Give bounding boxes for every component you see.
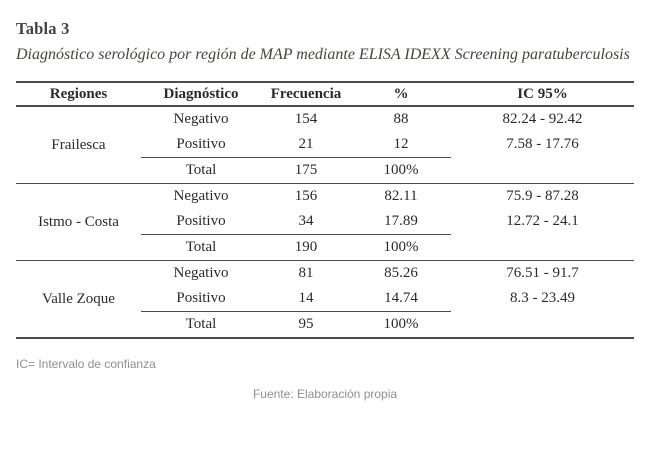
region-block-frailesca bbox=[16, 106, 634, 184]
cell-pct: 85.26 bbox=[384, 265, 418, 281]
col-header-ic95: IC 95% bbox=[451, 82, 634, 106]
cell-pct: 100% bbox=[351, 235, 451, 261]
cell-ic bbox=[451, 158, 634, 184]
region-name: Istmo - Costa bbox=[38, 213, 119, 230]
col-header-regiones: Regiones bbox=[16, 82, 141, 106]
cell-frecuencia: 154 bbox=[294, 111, 318, 127]
table-row bbox=[16, 261, 634, 287]
cell-ic: 82.24 - 92.42 bbox=[502, 111, 583, 127]
cell-ic bbox=[451, 312, 634, 339]
cell-pct: 12 bbox=[393, 136, 409, 152]
cell-ic: 7.58 - 17.76 bbox=[506, 136, 579, 153]
cell-ic: 12.72 - 24.1 bbox=[506, 213, 579, 230]
table-row bbox=[16, 184, 634, 210]
cell-frecuencia: 81 bbox=[298, 265, 314, 281]
region-block-valle-zoque bbox=[16, 261, 634, 339]
col-header-diagnostico: Diagnóstico bbox=[141, 82, 261, 106]
cell-pct: 100% bbox=[351, 158, 451, 184]
cell-pct: 14.74 bbox=[384, 290, 418, 306]
cell-diagnostico: Positivo bbox=[176, 136, 226, 152]
cell-frecuencia: 34 bbox=[298, 213, 314, 229]
cell-frecuencia: 14 bbox=[298, 290, 314, 306]
region-name: Valle Zoque bbox=[42, 290, 115, 307]
cell-diagnostico: Negativo bbox=[173, 111, 229, 127]
cell-diagnostico: Positivo bbox=[176, 213, 226, 229]
cell-diagnostico: Positivo bbox=[176, 290, 226, 306]
cell-ic: 75.9 - 87.28 bbox=[506, 188, 579, 204]
statistics-table bbox=[16, 81, 634, 339]
table-footnote: IC= Intervalo de confianza bbox=[16, 357, 156, 371]
cell-ic: 8.3 - 23.49 bbox=[510, 290, 575, 307]
cell-diagnostico: Total bbox=[141, 235, 261, 261]
table-header-row bbox=[16, 82, 634, 106]
source-note: Fuente: Elaboración propia bbox=[252, 387, 398, 401]
cell-diagnostico: Negativo bbox=[173, 265, 229, 281]
cell-frecuencia: 175 bbox=[261, 158, 351, 184]
cell-pct: 100% bbox=[351, 312, 451, 339]
table-title: Diagnóstico serológico por región de MAP mediante ELISA IDEXX Screening paratuberculosis bbox=[16, 46, 630, 63]
cell-frecuencia: 190 bbox=[261, 235, 351, 261]
col-header-pct: % bbox=[351, 82, 451, 106]
cell-pct: 88 bbox=[393, 111, 409, 127]
col-header-frecuencia: Frecuencia bbox=[261, 82, 351, 106]
cell-pct: 17.89 bbox=[384, 213, 418, 229]
cell-ic bbox=[451, 235, 634, 261]
cell-frecuencia: 156 bbox=[294, 188, 318, 204]
table-label: Tabla 3 bbox=[16, 19, 70, 38]
table-row bbox=[16, 106, 634, 132]
cell-frecuencia: 21 bbox=[298, 136, 314, 152]
cell-ic: 76.51 - 91.7 bbox=[506, 265, 579, 281]
region-name: Frailesca bbox=[51, 136, 106, 153]
region-block-istmo-costa bbox=[16, 184, 634, 261]
cell-frecuencia: 95 bbox=[261, 312, 351, 339]
cell-pct: 82.11 bbox=[384, 188, 418, 204]
cell-diagnostico: Total bbox=[141, 312, 261, 339]
cell-diagnostico: Negativo bbox=[173, 188, 229, 204]
cell-diagnostico: Total bbox=[141, 158, 261, 184]
